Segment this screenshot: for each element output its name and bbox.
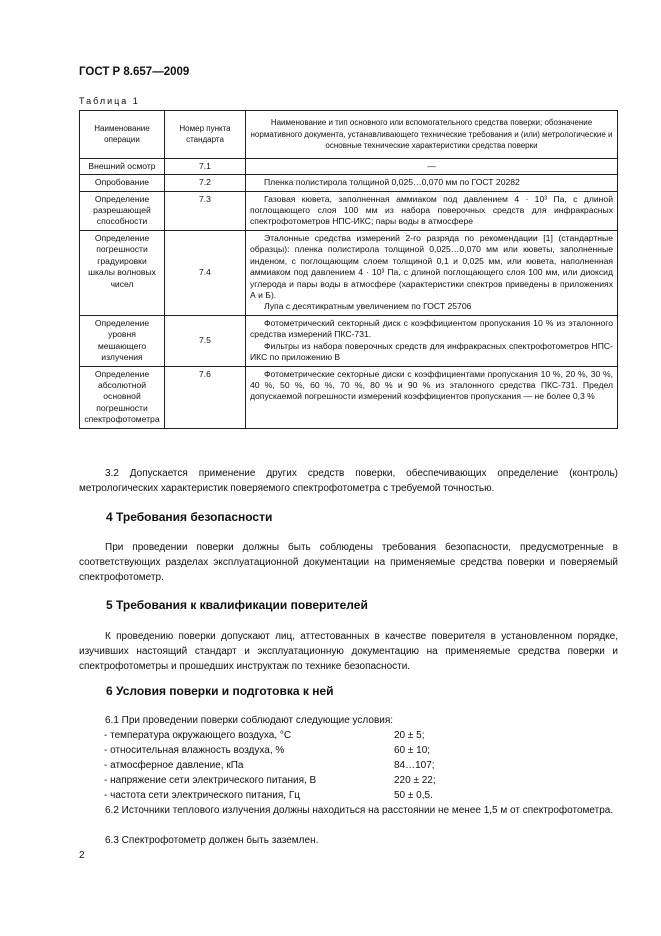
- verification-means: [246, 175, 618, 191]
- condition-label: - частота сети электрического питания, Гц: [104, 790, 301, 801]
- condition-value: 220 ± 22;: [394, 775, 436, 786]
- verification-means: [246, 158, 618, 174]
- paragraph-text: 6.1 При проведении поверки соблюдают следующие условия:: [105, 715, 394, 726]
- condition-row: [104, 728, 425, 743]
- section-4-title: 4 Требования безопасности: [106, 510, 273, 524]
- means-text: —: [427, 160, 436, 171]
- paragraph-6-3: [79, 833, 618, 848]
- condition-value: 20 ± 5;: [394, 730, 425, 741]
- paragraph-6-2: [79, 803, 618, 818]
- condition-label: - напряжение сети электрического питания, В: [104, 775, 317, 786]
- verification-means: [246, 230, 618, 315]
- condition-label: - атмосферное давление, кПа: [104, 760, 244, 771]
- paragraph-3-2: [79, 466, 618, 496]
- condition-row: [104, 758, 435, 773]
- clause-number: 7.1: [165, 158, 246, 174]
- means-text: Газовая кювета, заполненная аммиаком под давлением 4 · 10³ Па, с длиной поглощающего слоя 100 мм из набора поверочных средств для инфракрасных спектрофотометров НПС-ИКС; пары воды в атмосфере: [250, 193, 613, 227]
- verification-means: [246, 191, 618, 230]
- condition-row: [104, 788, 433, 803]
- section-4-text: [79, 540, 618, 585]
- operation-name: Определение разрешающей способности: [80, 191, 165, 230]
- condition-value: 84…107;: [394, 760, 435, 771]
- table-row: [80, 191, 618, 230]
- verification-means: [246, 315, 618, 366]
- operation-name: Определение уровня мешающего излучения: [80, 315, 165, 366]
- condition-value: 50 ± 0,5.: [394, 790, 433, 801]
- table-header-row: [80, 111, 618, 159]
- clause-number: 7.3: [165, 191, 246, 230]
- means-text: Фотометрический секторный диск с коэффициентом пропускания 10 % из эталонного средства измерений ПКС-731.: [250, 317, 613, 340]
- condition-label: - относительная влажность воздуха, %: [104, 745, 285, 756]
- operation-name: Внешний осмотр: [80, 158, 165, 174]
- column-header-clause: Номер пункта стандарта: [165, 111, 246, 159]
- table-row: [80, 230, 618, 315]
- paragraph-text: 3.2 Допускается применение других средств поверки, обеспечивающих определение (контроль) метрологических характеристик поверяемого спектрофотометра с требуемой точностью.: [79, 468, 618, 494]
- page-number: 2: [79, 850, 85, 861]
- table-row: [80, 175, 618, 191]
- document-header: ГОСТ Р 8.657—2009: [79, 66, 190, 78]
- paragraph-text: 6.2 Источники теплового излучения должны находиться на расстоянии не менее 1,5 м от спектрофотометра.: [105, 805, 614, 816]
- section-6-title: 6 Условия поверки и подготовка к ней: [106, 684, 334, 698]
- clause-number: 7.6: [165, 366, 246, 428]
- paragraph-text: К проведению поверки допускают лиц, аттестованных в качестве поверителя в установленном порядке, изучивших настоящий стандарт и эксплуатационную документацию на применяемые средства поверки и спектрофотометры и прошедших инструктаж по технике безопасности.: [79, 631, 618, 672]
- operation-name: Опробование: [80, 175, 165, 191]
- paragraph-6-1: [79, 713, 618, 728]
- table-row: [80, 315, 618, 366]
- means-text: Пленка полистирола толщиной 0,025…0,070 мм по ГОСТ 20282: [264, 177, 520, 188]
- clause-number: 7.4: [165, 230, 246, 315]
- table-caption: Таблица 1: [79, 96, 140, 106]
- verification-means: [246, 366, 618, 428]
- column-header-means: Наименование и тип основного или вспомогательного средства поверки; обозначение нормативного документа, устанавливающего технические требования и (или) метрологические и основные технические характеристики средства поверки: [246, 111, 618, 159]
- operation-name: Определение абсолютной основной погрешности спектрофотометра: [80, 366, 165, 428]
- paragraph-text: При проведении поверки должны быть соблюдены требования безопасности, предусмотренные в соответствующих разделах эксплуатационной документации на применяемые средства поверки и поверяемый спектрофотометр.: [79, 542, 618, 583]
- clause-number: 7.5: [165, 315, 246, 366]
- table-row: [80, 158, 618, 174]
- section-5-text: [79, 629, 618, 674]
- column-header-operation: Наименование операции: [80, 111, 165, 159]
- paragraph-text: 6.3 Спектрофотометр должен быть заземлен.: [105, 835, 319, 846]
- operation-name: Определение погрешности градуировки шкалы волновых чисел: [80, 230, 165, 315]
- condition-label: - температура окружающего воздуха, °С: [104, 730, 292, 741]
- clause-number: 7.2: [165, 175, 246, 191]
- table-row: [80, 366, 618, 428]
- condition-row: [104, 773, 436, 788]
- section-5-title: 5 Требования к квалификации поверителей: [106, 598, 368, 612]
- means-text: Фильтры из набора поверочных средств для инфракрасных спектрофотометров НПС-ИКС по приложению В: [250, 340, 613, 363]
- condition-row: [104, 743, 431, 758]
- verification-operations-table: [79, 110, 618, 429]
- condition-value: 60 ± 10;: [394, 745, 431, 756]
- means-text: Фотометрические секторные диски с коэффициентами пропускания 10 %, 20 %, 30 %, 40 %, 50 %, 60 %, 70 %, 80 % и 90 % из эталонного средства ПКС-731. Предел допускаемой погрешности измерений коэффициентов пропускания — не более 0,3 %: [250, 368, 613, 402]
- means-text: Эталонные средства измерений 2-го разряда по рекомендации [1] (стандартные образцы): пленка полистирола толщиной 0,025…0,070 мм или кюветы, заполненные инденом, с поглощающим слоем толщиной 0,1 и 0,025 мм, или кювета, наполненная аммиаком под давлением 4 · 10³ Па, с длиной поглощающего слоя 100 мм, или диоксид углерода и пары воды в атмосфере (характеристики спектров приведены в приложениях А и Б).: [250, 232, 613, 300]
- means-text: Лупа с десятикратным увеличением по ГОСТ 25706: [264, 301, 472, 312]
